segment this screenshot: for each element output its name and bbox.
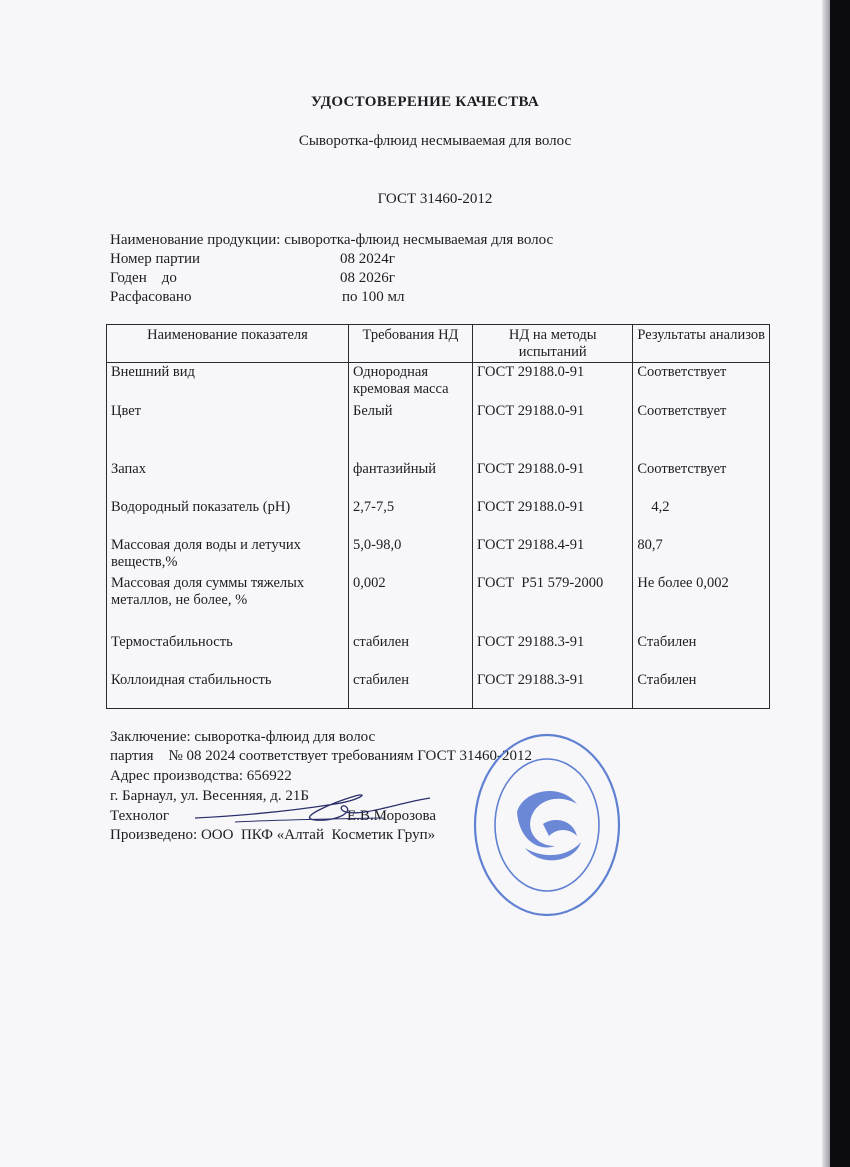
table-row <box>107 363 770 402</box>
address-line: Адрес производства: 656922 <box>110 768 292 784</box>
table-row <box>107 536 770 574</box>
column-header: Результаты анализов <box>633 325 770 363</box>
quality-table <box>106 324 770 709</box>
signature <box>195 782 435 832</box>
table-cell: ГОСТ Р51 579-2000 <box>472 574 632 633</box>
table-cell: Стабилен <box>633 633 770 671</box>
table-cell: 5,0-98,0 <box>349 536 473 574</box>
table-cell: Соответствует <box>633 460 770 498</box>
table-cell: 2,7-7,5 <box>349 498 473 536</box>
table-cell: Белый <box>349 402 473 460</box>
table-cell: Однородная кремовая масса <box>349 363 473 402</box>
table-cell: ГОСТ 29188.0-91 <box>472 363 632 402</box>
scan-border <box>830 0 850 1167</box>
packaging-label: Расфасовано <box>110 289 192 305</box>
document-title: УДОСТОВЕРЕНИЕ КАЧЕСТВА <box>310 94 539 110</box>
table-cell: ГОСТ 29188.0-91 <box>472 498 632 536</box>
company-seal <box>465 720 625 920</box>
technologist-row <box>110 807 437 826</box>
document-subtitle: Сыворотка-флюид несмываемая для волос <box>298 133 572 149</box>
table-cell: Массовая доля суммы тяжелых металлов, не более, % <box>107 574 349 633</box>
table-cell: 4,2 <box>633 498 770 536</box>
table-cell: 0,002 <box>349 574 473 633</box>
table-cell: 80,7 <box>633 536 770 574</box>
address-street: г. Барнаул, ул. Весенняя, д. 21Б <box>110 788 309 804</box>
table-cell: ГОСТ 29188.0-91 <box>472 402 632 460</box>
table-cell: стабилен <box>349 633 473 671</box>
table-cell: Массовая доля воды и летучих веществ,% <box>107 536 349 574</box>
standard-reference: ГОСТ 31460-2012 <box>377 191 493 207</box>
conclusion-line: Заключение: сыворотка-флюид для волос <box>110 729 376 745</box>
technologist-name: Е.В.Морозова <box>347 808 437 824</box>
column-header: Требования НД <box>349 325 473 363</box>
table-cell: ГОСТ 29188.4-91 <box>472 536 632 574</box>
table-cell: Коллоидная стабильность <box>107 671 349 709</box>
page-edge-shadow <box>822 0 830 1167</box>
product-name-line: Наименование продукции: сыворотка-флюид несмываемая для волос <box>110 232 554 248</box>
table-cell: Не более 0,002 <box>633 574 770 633</box>
table-cell: ГОСТ 29188.3-91 <box>472 671 632 709</box>
conclusion-batch-line: партия № 08 2024 соответствует требованиям ГОСТ 31460-2012 <box>110 748 532 764</box>
table-row <box>107 671 770 709</box>
batch-label: Номер партии <box>110 251 201 267</box>
batch-value: 08 2024г <box>340 251 395 267</box>
table-header-row <box>107 325 770 363</box>
expiry-label: Годен до <box>110 270 177 286</box>
table-cell: фантазийный <box>349 460 473 498</box>
table-cell: стабилен <box>349 671 473 709</box>
column-header: Наименование показателя <box>107 325 349 363</box>
table-cell: Термостабильность <box>107 633 349 671</box>
table-cell: ГОСТ 29188.0-91 <box>472 460 632 498</box>
table-cell: Водородный показатель (рН) <box>107 498 349 536</box>
table-cell: Соответствует <box>633 363 770 402</box>
packaging-value: по 100 мл <box>342 289 405 305</box>
table-row <box>107 574 770 633</box>
batch-row <box>110 250 395 269</box>
column-header: НД на методы испытаний <box>472 325 632 363</box>
expiry-value: 08 2026г <box>340 270 395 286</box>
table-row <box>107 402 770 460</box>
table-cell: ГОСТ 29188.3-91 <box>472 633 632 671</box>
table-cell: Соответствует <box>633 402 770 460</box>
packaging-row <box>110 288 405 307</box>
technologist-label: Технолог <box>110 808 170 824</box>
table-cell: Стабилен <box>633 671 770 709</box>
table-cell: Цвет <box>107 402 349 460</box>
expiry-row <box>110 269 395 288</box>
table-row <box>107 460 770 498</box>
producer-line: Произведено: ООО ПКФ «Алтай Косметик Груп» <box>110 827 436 843</box>
table-cell: Внешний вид <box>107 363 349 402</box>
table-row <box>107 498 770 536</box>
table-row <box>107 633 770 671</box>
table-cell: Запах <box>107 460 349 498</box>
